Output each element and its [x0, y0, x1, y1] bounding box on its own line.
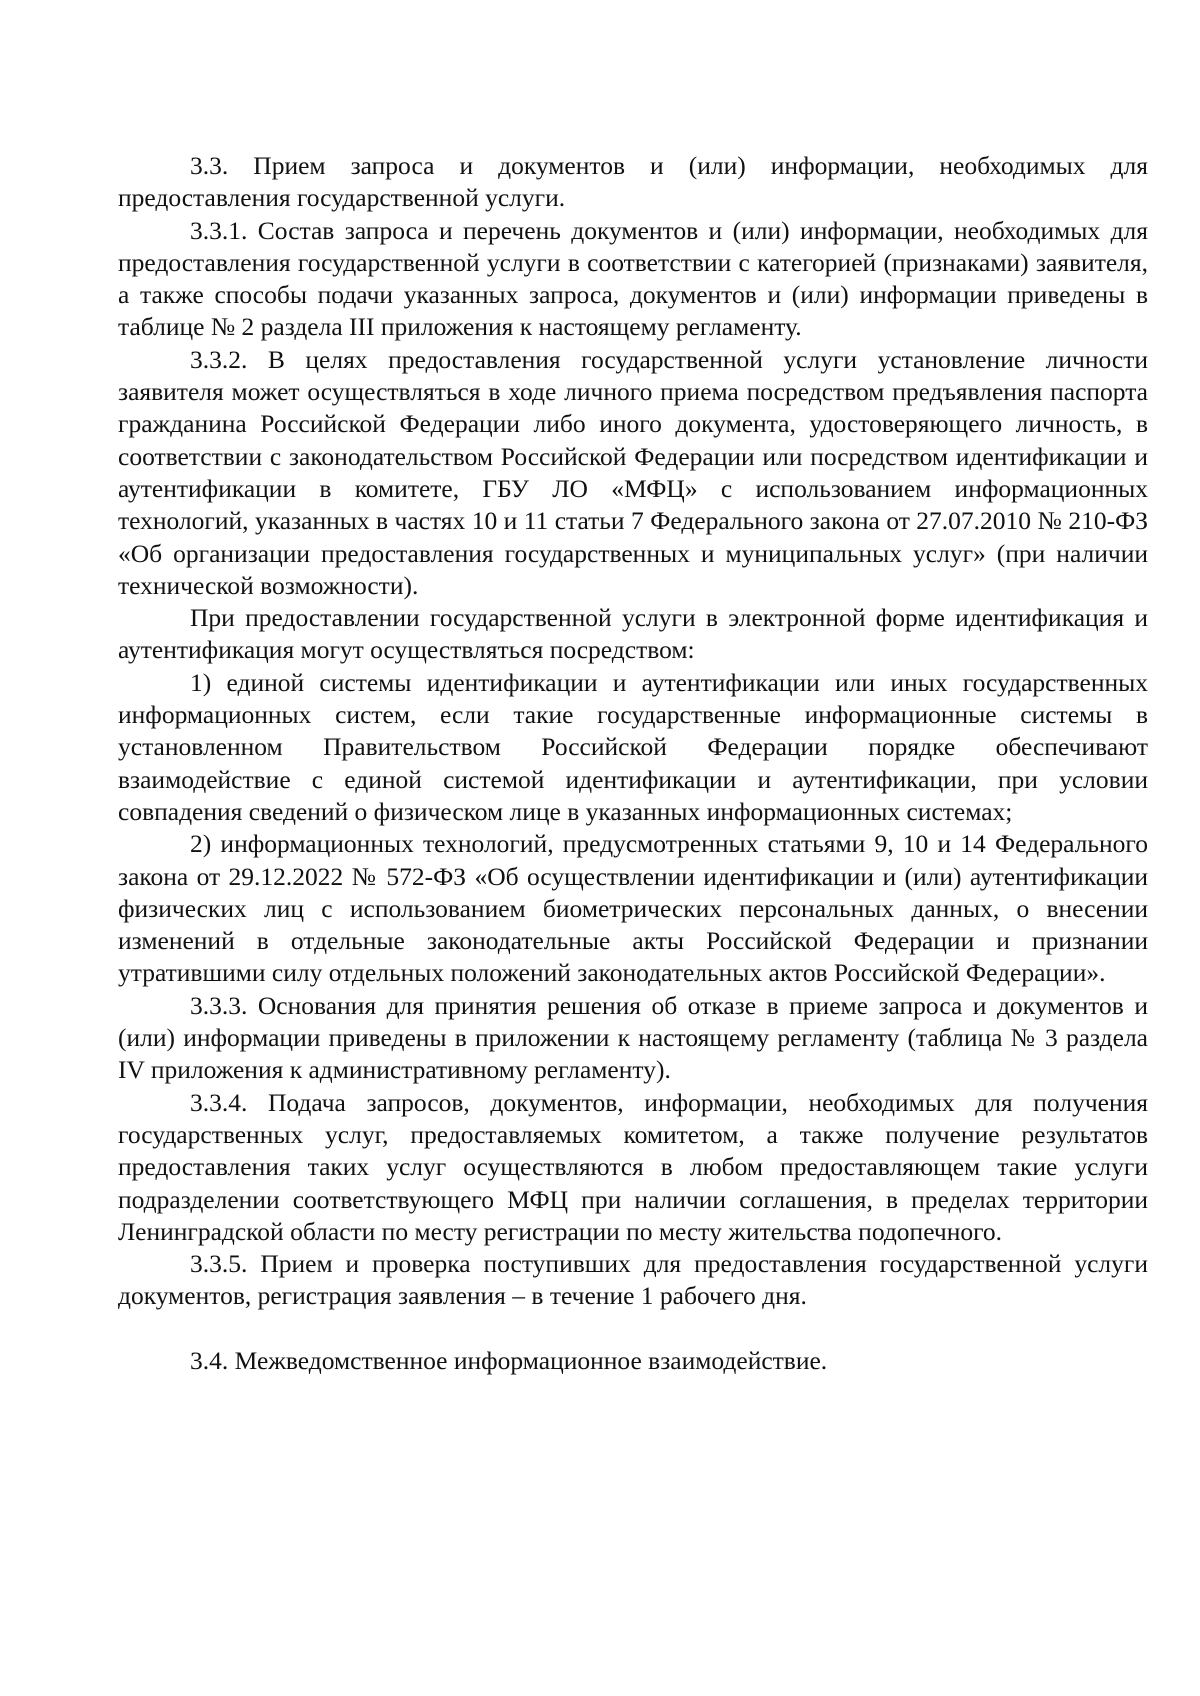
paragraph-item-2: 2) информационных технологий, предусмотренных статьями 9, 10 и 14 Федерального закона от 29.12.2022 № 572-ФЗ «Об осуществлении идентификации и (или) аутентификации физических лиц с использованием биометрических персональных данных, о внесении изменений в отдельные законодательные акты Российской Федерации и признании утратившими силу отдельных положений законодательных актов Российской Федерации». [118, 829, 1148, 988]
paragraph-electronic-form: При предоставлении государственной услуги в электронной форме идентификация и аутентификация могут осуществляться посредством: [118, 603, 1148, 665]
paragraph-3-3: 3.3. Прием запроса и документов и (или) информации, необходимых для предоставления государственной услуги. [118, 151, 1148, 213]
section-heading-3-4: 3.4. Межведомственное информационное взаимодействие. [190, 1345, 828, 1375]
document-page [118, 150, 1148, 1377]
paragraph-3-3-3: 3.3.3. Основания для принятия решения об отказе в приеме запроса и документов и (или) информации приведены в приложении к настоящему регламенту (таблица № 3 раздела IV приложения к административному регламенту). [118, 990, 1148, 1085]
paragraph-item-1: 1) единой системы идентификации и аутентификации или иных государственных информационных систем, если такие государственные информационные системы в установленном Правительством Российской Федерации порядке обеспечивают взаимодействие с единой системой идентификации и аутентификации, при условии совпадения сведений о физическом лице в указанных информационных системах; [118, 667, 1148, 826]
paragraph-3-3-1: 3.3.1. Состав запроса и перечень документов и (или) информации, необходимых для предоставления государственной услуги в соответствии с категорией (признаками) заявителя, а также способы подачи указанных запроса, документов и (или) информации приведены в таблице № 2 раздела III приложения к настоящему регламенту. [118, 215, 1148, 342]
paragraph-3-3-5: 3.3.5. Прием и проверка поступивших для предоставления государственной услуги документов, регистрация заявления – в течение 1 рабочего дня. [118, 1249, 1148, 1311]
paragraph-3-3-2: 3.3.2. В целях предоставления государственной услуги установление личности заявителя может осуществляться в ходе личного приема посредством предъявления паспорта гражданина Российской Федерации либо иного документа, удостоверяющего личность, в соответствии с законодательством Российской Федерации или посредством идентификации и аутентификации в комитете, ГБУ ЛО «МФЦ» с использованием информационных технологий, указанных в частях 10 и 11 статьи 7 Федерального закона от 27.07.2010 № 210-ФЗ «Об организации предоставления государственных и муниципальных услуг» (при наличии технической возможности). [118, 344, 1148, 600]
paragraph-3-3-4: 3.3.4. Подача запросов, документов, информации, необходимых для получения государственных услуг, предоставляемых комитетом, а также получение результатов предоставления таких услуг осуществляются в любом предоставляющем такие услуги подразделении соответствующего МФЦ при наличии соглашения, в пределах территории Ленинградской области по месту регистрации по месту жительства подопечного. [118, 1087, 1148, 1246]
